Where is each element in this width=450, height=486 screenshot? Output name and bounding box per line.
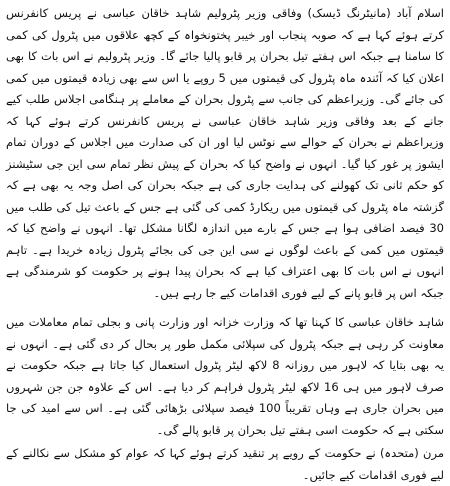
article-paragraph-1: اسلام آباد (مانیٹرنگ ڈیسک) وفاقی وزیر پٹرولیم شاہد خاقان عباسی نے پریس کانفرنس کرتے ہوئے کہا ہے کہ صوبہ پنجاب اور خیبر پختونخواہ کے کچھ علاقوں میں پٹرول کی کمی کا سامنا ہے جبکہ اس ہفتے تیل بحران پر قابو پالیا جائے گا۔ وزیر پٹرولیم نے اس بات کا بھی اعلان کیا کہ آئندہ ماہ پٹرول کی قیمتوں میں 5 روپے یا اس سے بھی زیادہ قیمتوں میں کمی کی جائے گی۔ وزیراعظم کی جانب سے پٹرول بحران کے معاملے پر ہنگامی اجلاس طلب کیے جانے کے بعد وفاقی وزیر شاہد خاقان عباسی نے پریس کانفرنس کرتے ہوئے کہا کہ وزیراعظم نے بحران کے حوالے سے نوٹس لیا اور ان کی صدارت میں اجلاس کے دوران تمام ایشوز پر غور کیا گیا۔ انہوں نے واضح کیا کہ بحران کے پیش نظر تمام سی این جی سٹیشنز کو حکم ثانی تک کھولنے کی ہدایت جاری کی ہے جبکہ بحران کی اصل وجہ یہ بھی ہے کہ گزشتہ ماہ پٹرول کی قیمتوں میں ریکارڈ کمی کی گئی ہے جس کے باعث تیل کی طلب میں 30 فیصد اضافی ہوا ہے جس کے بارے میں اندازہ لگانا مشکل تھا۔ انہوں نے واضح کیا کہ قیمتوں میں کمی کے باعث لوگوں نے سی این جی کی بجائے پٹرول زیادہ خریدا ہے۔ تاہم انہوں نے اس بات کا بھی اعتراف کیا ہے کہ بحران پیدا ہونے پر حکومت کو شرمندگی ہے جبکہ اس پر قابو پانے کے لیے فوری اقدامات کیے جا رہے ہیں۔ — [6, 6, 445, 300]
article-paragraph-2: شاہد خاقان عباسی کا کہنا تھا کہ وزارت خزانہ اور وزارت پانی و بجلی تمام معاملات میں معاونت کر رہی ہے جبکہ پٹرول کی سپلائی مکمل طور پر بحال کر دی گئی ہے۔ انہوں نے یہ بھی بتایا کہ لاہور میں روزانہ 8 لاکھ لیٹر پٹرول استعمال کیا جاتا ہے جبکہ حکومت نے صرف لاہور میں ہی 16 لاکھ لیٹر پٹرول فراہم کر دیا ہے۔ اس کے علاوہ جن جن شہروں میں بحران جاری ہے وہاں تقریباً 100 فیصد سپلائی بڑھائی گئی ہے۔ اس سے امید کی جا سکتی ہے کہ حکومت اسی ہفتے تیل بحران پر قابو پالے گی۔ — [6, 315, 445, 437]
article-paragraph-3: مرن (متحدہ) نے حکومت کے رویے پر تنقید کرتے ہوئے کہا کہ عوام کو مشکل سے نکالنے کے لیے فوری اقدامات کیے جائیں۔ — [6, 446, 444, 482]
